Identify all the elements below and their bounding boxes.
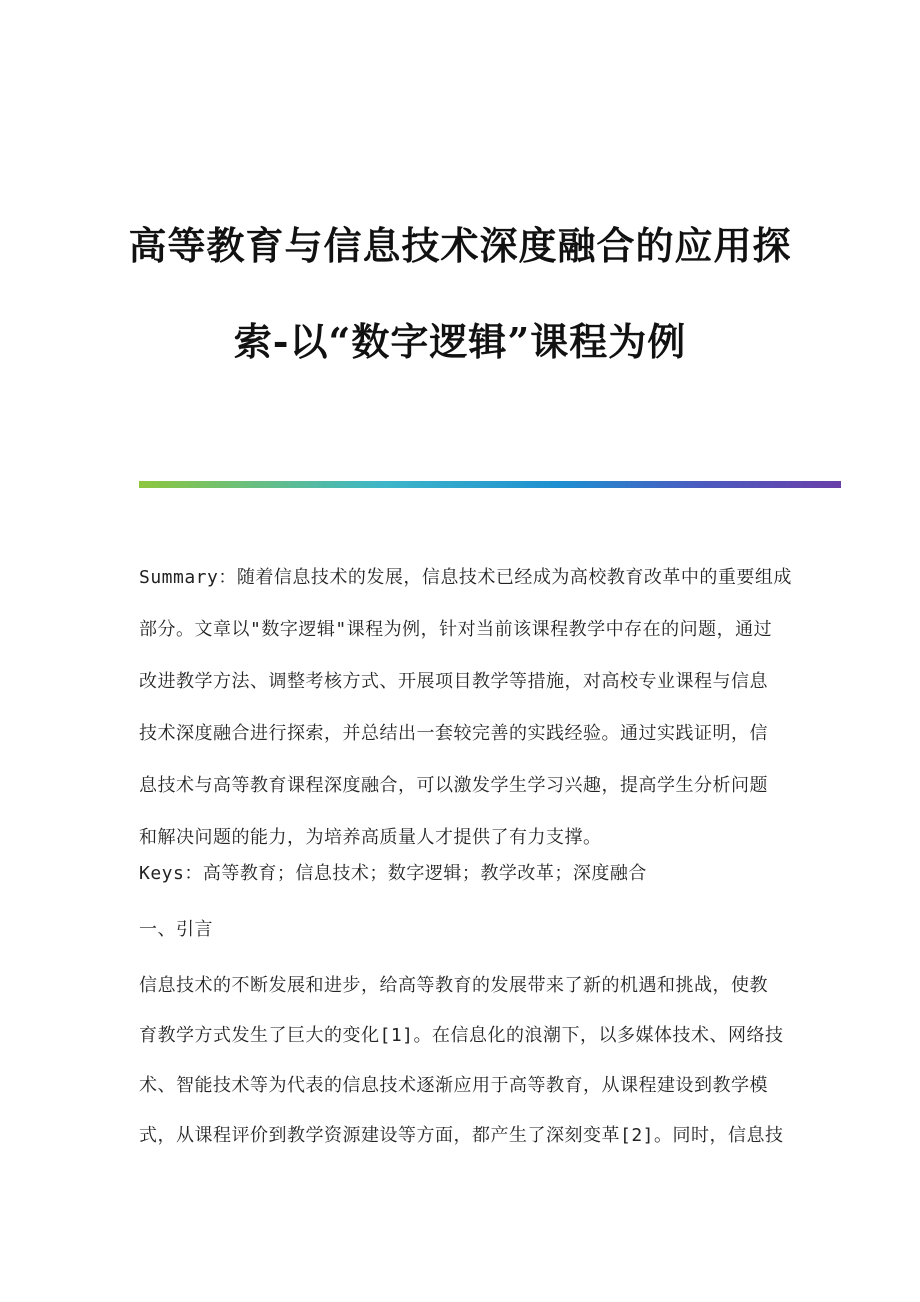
gradient-divider (139, 481, 841, 488)
paragraph-line: 信息技术的不断发展和进步，给高等教育的发展带来了新的机遇和挑战，使教 (139, 975, 768, 996)
summary-line: Summary：随着信息技术的发展，信息技术已经成为高校教育改革中的重要组成 (139, 567, 792, 588)
summary-line: 改进教学方法、调整考核方式、开展项目教学等措施，对高校专业课程与信息 (139, 671, 768, 692)
document-title-line-2: 索-以“数字逻辑”课程为例 (233, 319, 687, 364)
document-title-line-1: 高等教育与信息技术深度融合的应用探 (128, 223, 792, 268)
keywords-text: Keys：高等教育；信息技术；数字逻辑；教学改革；深度融合 (139, 863, 647, 884)
summary-line: 技术深度融合进行探索，并总结出一套较完善的实践经验。通过实践证明，信 (139, 723, 768, 744)
summary-line: 和解决问题的能力，为培养高质量人才提供了有力支撑。 (139, 827, 602, 848)
paragraph-line: 式，从课程评价到教学资源建设等方面，都产生了深刻变革[2]。同时，信息技 (139, 1125, 784, 1146)
summary-line: 息技术与高等教育课程深度融合，可以激发学生学习兴趣，提高学生分析问题 (139, 775, 768, 796)
summary-line: 部分。文章以"数字逻辑"课程为例，针对当前该课程教学中存在的问题，通过 (139, 619, 773, 640)
paragraph-line: 术、智能技术等为代表的信息技术逐渐应用于高等教育，从课程建设到教学模 (139, 1075, 768, 1096)
section-heading-text: 一、引言 (139, 919, 213, 940)
paragraph-line: 育教学方式发生了巨大的变化[1]。在信息化的浪潮下，以多媒体技术、网络技 (139, 1025, 784, 1046)
